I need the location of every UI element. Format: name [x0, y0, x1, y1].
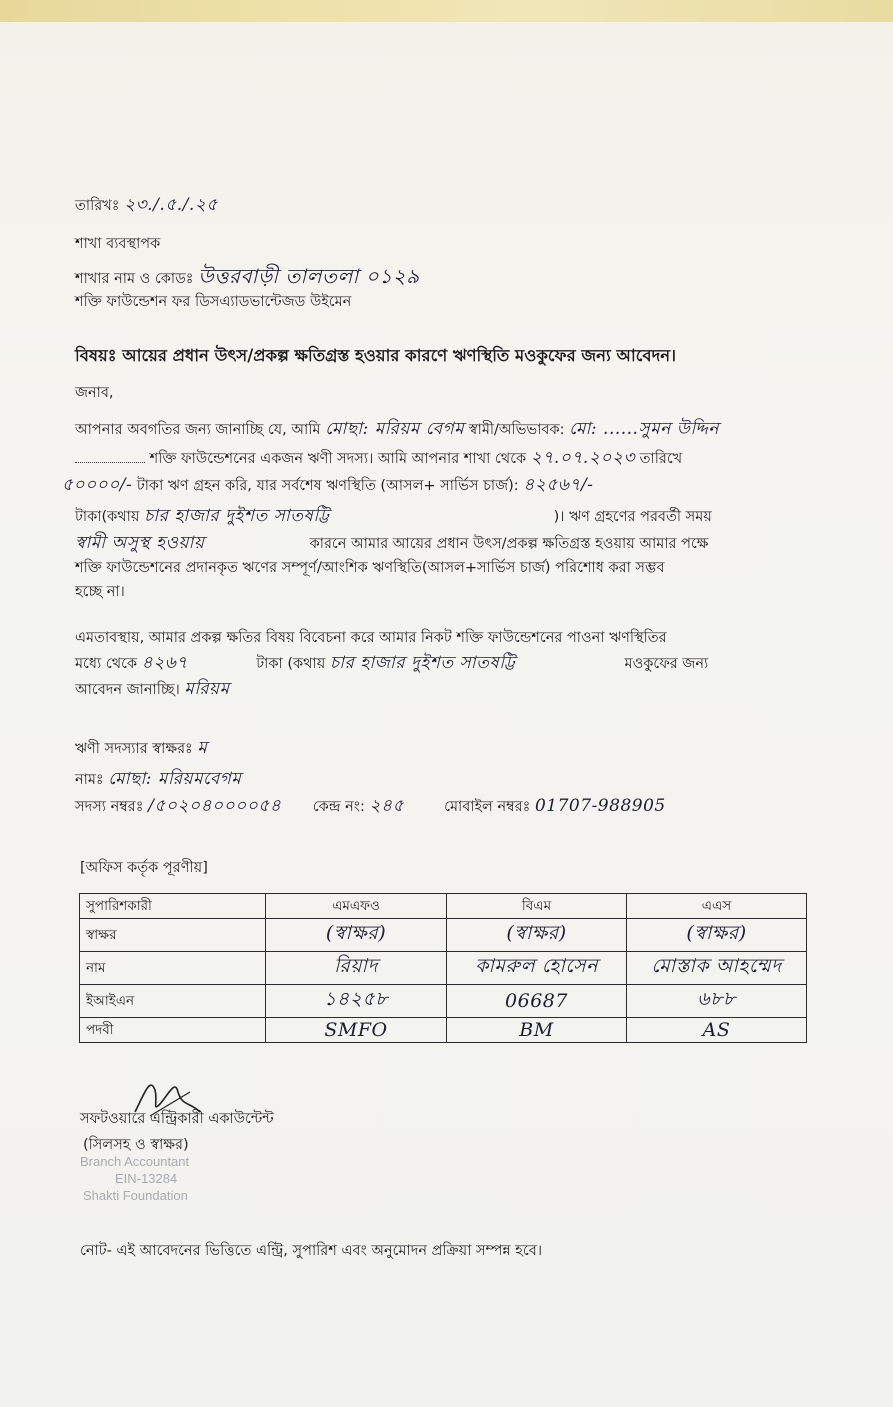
signature-hw: (স্বাক্ষর): [686, 922, 747, 944]
table-cell: [447, 952, 627, 985]
signature-cell: [447, 919, 627, 952]
row-label: পদবী: [80, 1018, 266, 1043]
para2-line1: এমতাবস্থায়, আমার প্রকল্প ক্ষতির বিষয় বিবেচনা করে আমার নিকট শক্তি ফাউন্ডেশনের পাওনা ঋণস্থিতির: [75, 630, 667, 646]
row-label: নাম: [80, 952, 266, 985]
table-header: বিএম: [447, 894, 627, 919]
member-name-line: [75, 766, 241, 794]
para1-line2: [75, 447, 682, 470]
para1-text: স্বামী/অভিভাবক:: [468, 422, 565, 438]
table-cell: [627, 952, 807, 985]
branch-value: উত্তরবাড়ী তালতলা ০১২৯: [198, 264, 420, 288]
table-header-row: [80, 894, 807, 919]
name-hw: মোস্তাক আহম্মেদ: [651, 955, 782, 977]
loan-date-hw: ২৭.০৭.২০২৩: [530, 448, 636, 468]
member-id-hw: /৫০২০৪০০০০৫৪: [148, 796, 282, 816]
designation-hw: AS: [702, 1019, 731, 1041]
para2-text: মওকুফের জন্য: [624, 656, 709, 672]
table-cell: [627, 1018, 807, 1043]
para2-text: আবেদন জানাচ্ছি।: [75, 682, 180, 698]
signature-cell: [627, 919, 807, 952]
office-use-note: [অফিস কর্তৃক পূরণীয়]: [80, 860, 208, 876]
balance-words-hw: চার হাজার দুইশত সাতষট্টি: [144, 506, 330, 526]
table-cell: [627, 985, 807, 1018]
accountant-title: সফটওয়ারে এন্ট্রিকারী একাউন্টেন্ট: [80, 1111, 274, 1127]
ein-hw: ১৪২৫৮: [323, 988, 389, 1010]
designation-hw: SMFO: [324, 1019, 388, 1041]
footer-note: নোট- এই আবেদনের ভিত্তিতে এন্ট্রি, সুপারিশ এবং অনুমোদন প্রক্রিয়া সম্পন্ন হবে।: [80, 1243, 543, 1259]
date-line: [75, 192, 218, 220]
table-cell: [266, 1018, 447, 1043]
table-row: [80, 1018, 807, 1043]
para1-line1: [75, 418, 719, 441]
loan-amount-hw: ৫০০০০/-: [62, 475, 133, 495]
blank-line: [75, 448, 145, 463]
table-header: সুপারিশকারী: [80, 894, 266, 919]
applicant-signature-hw: মরিয়ম: [184, 679, 230, 699]
table-header: এএস: [627, 894, 807, 919]
para2-text: মধ্যে থেকে: [75, 656, 138, 672]
member-id-label: সদস্য নম্বরঃ: [75, 799, 144, 815]
ein-hw: ৬৮৮: [697, 988, 736, 1010]
date-value: ২৩./.৫./.২৫: [124, 195, 218, 215]
stamp-line: EIN-13284: [115, 1171, 178, 1186]
member-signature-hw: ম: [197, 738, 208, 758]
reason-hw: স্বামী অসুস্থ হওয়ায়: [75, 533, 205, 553]
waive-amount-hw: ৪২৬৭: [141, 653, 188, 673]
date-label: তারিখঃ: [75, 198, 120, 214]
salutation: জনাব,: [75, 385, 114, 401]
row-label: স্বাক্ষর: [80, 919, 266, 952]
member-name-hw: মোছা: মরিয়মবেগম: [108, 769, 242, 789]
table-cell: [447, 985, 627, 1018]
name-hw: রিয়াদ: [333, 955, 379, 977]
table-header: এমএফও: [266, 894, 447, 919]
para1-line3: [62, 474, 593, 497]
para1-line6: শক্তি ফাউন্ডেশনের প্রদানকৃত ঋণের সম্পূর্ণ/আংশিক ঋণস্থিতি(আসল+সার্ভিস চার্জ) পরিশোধ করা সম্ভব: [75, 560, 665, 576]
signature-hw: (স্বাক্ষর): [325, 922, 387, 944]
guardian-name-hw: মো: ......সুমন উদ্দিন: [569, 419, 720, 439]
para1-text: টাকা(কথায়: [75, 509, 140, 525]
accountant-stamp: [75, 1136, 189, 1204]
member-name-label: নামঃ: [75, 772, 104, 788]
ein-hw: 06687: [505, 990, 568, 1012]
mobile-label: মোবাইল নম্বরঃ: [444, 799, 531, 815]
para1-line7: হচ্ছে না।: [75, 584, 125, 600]
name-hw: কামরুল হোসেন: [475, 955, 598, 977]
table-row: [80, 919, 807, 952]
branch-label: শাখার নাম ও কোডঃ: [75, 271, 194, 287]
table-row: [80, 985, 807, 1018]
designation-hw: BM: [519, 1019, 554, 1041]
center-label: কেন্দ্র নং:: [312, 799, 365, 815]
stamp-line: Shakti Foundation: [83, 1188, 188, 1203]
member-id-line: [75, 793, 666, 821]
para2-text: টাকা (কথায়: [256, 656, 326, 672]
para1-text: তারিখে: [639, 451, 683, 467]
table-cell: [266, 952, 447, 985]
loan-balance-hw: ৪২৫৬৭/-: [523, 475, 594, 495]
organization-name: শক্তি ফাউন্ডেশন ফর ডিসএ্যাডভান্টেজড উইমেন: [75, 294, 352, 310]
para1-text: আপনার অবগতির জন্য জানাচ্ছি যে, আমি: [75, 422, 321, 438]
mobile-number-hw: 01707-988905: [534, 796, 666, 816]
recipient-title: শাখা ব্যবস্থাপক: [75, 236, 161, 252]
applicant-name-hw: মোছা: মরিয়ম বেগম: [325, 419, 465, 439]
para1-line5: [75, 532, 709, 555]
signature-hw: (স্বাক্ষর): [506, 922, 567, 944]
paper-edge: [0, 0, 893, 22]
waive-words-hw: চার হাজার দুইশত সাতষট্টি: [329, 653, 516, 673]
member-signature-line: [75, 735, 207, 763]
para1-text: কারনে আমার আয়ের প্রধান উৎস/প্রকল্প ক্ষতিগ্রস্ত হওয়ায় আমার পক্ষে: [309, 536, 709, 552]
center-number-hw: ২৪৫: [369, 796, 405, 816]
para1-line4: [75, 505, 712, 528]
table-row: [80, 952, 807, 985]
para1-text: শক্তি ফাউন্ডেশনের একজন ঋণী সদস্য। আমি আপনার শাখা থেকে: [149, 451, 527, 467]
signature-cell: [266, 919, 447, 952]
table-cell: [266, 985, 447, 1018]
subject-line: বিষয়ঃ আয়ের প্রধান উৎস/প্রকল্প ক্ষতিগ্রস্ত হওয়ার কারণে ঋণস্থিতি মওকুফের জন্য আবেদন।: [75, 346, 677, 365]
accountant-seal-note: (সিলসহ ও স্বাক্ষর): [83, 1137, 189, 1153]
para2-line3: [75, 678, 230, 701]
row-label: ইআইএন: [80, 985, 266, 1018]
para2-line2: [75, 652, 708, 675]
member-sign-label: ঋণী সদস্যার স্বাক্ষরঃ: [75, 741, 193, 757]
para1-text: )। ঋণ গ্রহণের পরবর্তী সময়: [553, 509, 712, 525]
recommendation-table: [79, 893, 807, 1043]
stamp-line: Branch Accountant: [80, 1154, 190, 1169]
table-cell: [447, 1018, 627, 1043]
para1-text: টাকা ঋণ গ্রহন করি, যার সর্বশেষ ঋণস্থিতি (আসল+ সার্ভিস চার্জ):: [136, 478, 519, 494]
